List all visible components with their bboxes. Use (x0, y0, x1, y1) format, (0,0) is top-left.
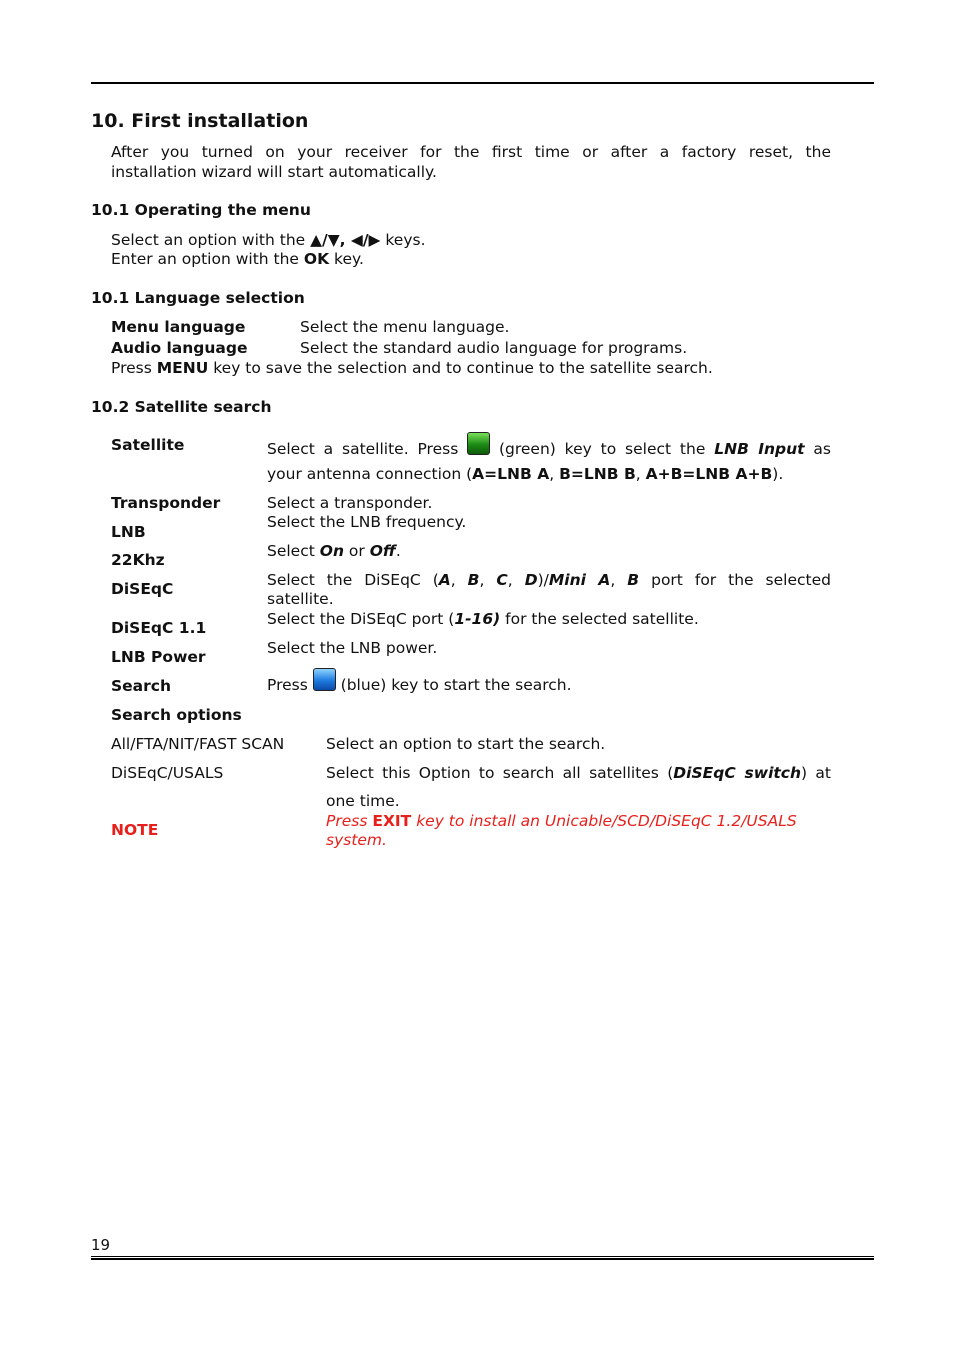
operating-line-1: Select an option with the ▲/▼, ◀/▶ keys. (111, 231, 426, 249)
blue-key-icon (313, 668, 336, 691)
usals-desc-line-1: Select this Option to search all satellites (DiSEqC switch) at (326, 764, 831, 782)
allfta-label: All/FTA/NIT/FAST SCAN (111, 735, 285, 753)
note-line-2: system. (326, 831, 387, 849)
diseqc11-label: DiSEqC 1.1 (111, 619, 207, 637)
search-desc: Press (blue) key to start the search. (267, 668, 572, 694)
exit-key: EXIT (372, 812, 412, 830)
transponder-label: Transponder (111, 494, 221, 512)
menu-language-label: Menu language (111, 318, 246, 336)
lnb-power-desc: Select the LNB power. (267, 639, 438, 657)
satellite-desc-line-2: your antenna connection (A=LNB A, B=LNB B, A+B=LNB A+B). (267, 465, 784, 483)
footer-rule-thick (91, 1258, 874, 1260)
section-title: 10. First installation (91, 110, 309, 132)
note-label: NOTE (111, 821, 159, 839)
footer-rule-thin (91, 1256, 874, 1257)
22khz-desc: Select On or Off. (267, 542, 401, 560)
search-options-label: Search options (111, 706, 242, 724)
diseqc-desc-line-1: Select the DiSEqC (A, B, C, D)/Mini A, B port for the selected (267, 571, 831, 589)
menu-save-line: Press MENU key to save the selection and to continue to the satellite search. (111, 359, 713, 377)
transponder-desc: Select a transponder. (267, 494, 433, 512)
audio-language-desc: Select the standard audio language for programs. (300, 339, 688, 357)
intro-line-1: After you turned on your receiver for the first time or after a factory reset, the (111, 143, 831, 161)
satellite-heading: 10.2 Satellite search (91, 398, 272, 416)
header-rule (91, 82, 874, 84)
audio-language-label: Audio language (111, 339, 248, 357)
diseqc-desc-line-2: satellite. (267, 590, 334, 608)
menu-language-desc: Select the menu language. (300, 318, 510, 336)
usals-desc-line-2: one time. (326, 792, 400, 810)
diseqc11-desc: Select the DiSEqC port (1-16) for the selected satellite. (267, 610, 699, 628)
ok-key: OK (303, 250, 330, 268)
language-heading: 10.1 Language selection (91, 289, 305, 307)
lnb-desc: Select the LNB frequency. (267, 513, 467, 531)
menu-key: MENU (156, 359, 209, 377)
operating-heading: 10.1 Operating the menu (91, 201, 311, 219)
arrow-keys: ▲/▼, ◀/▶ (310, 231, 381, 249)
diseqc-label: DiSEqC (111, 580, 174, 598)
usals-label: DiSEqC/USALS (111, 764, 224, 782)
green-key-icon (467, 432, 490, 455)
page-number: 19 (91, 1236, 111, 1254)
22khz-label: 22Khz (111, 551, 165, 569)
satellite-label: Satellite (111, 436, 185, 454)
satellite-desc-line-1: Select a satellite. Press (green) key to select the LNB Input as (267, 432, 831, 458)
search-label: Search (111, 677, 172, 695)
intro-line-2: installation wizard will start automatically. (111, 163, 437, 181)
lnb-power-label: LNB Power (111, 648, 206, 666)
allfta-desc: Select an option to start the search. (326, 735, 606, 753)
operating-line-2: Enter an option with the OK key. (111, 250, 364, 268)
note-line-1: Press EXIT key to install an Unicable/SCD/DiSEqC 1.2/USALS (326, 812, 797, 830)
lnb-label: LNB (111, 523, 146, 541)
